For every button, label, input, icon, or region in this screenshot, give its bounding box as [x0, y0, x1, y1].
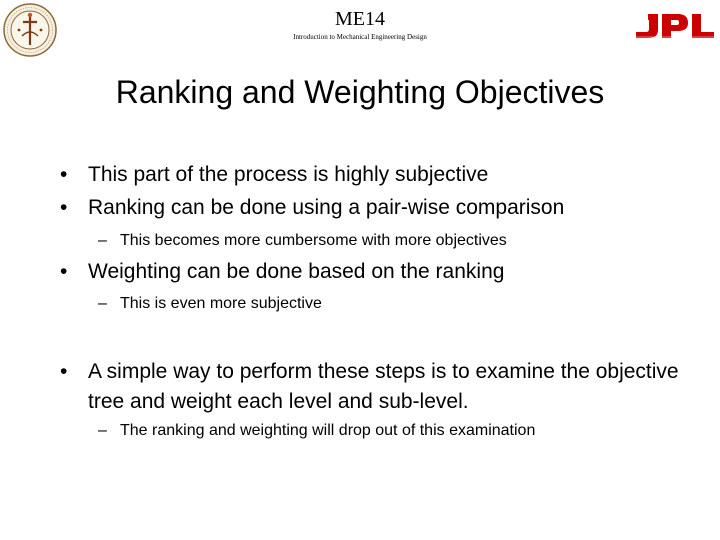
sub-bullet-text: This is even more subjective — [120, 295, 322, 312]
course-subtitle: Introduction to Mechanical Engineering Design — [293, 33, 427, 41]
bullet-text: Weighting can be done based on the ranking — [88, 260, 505, 283]
sub-bullet-marker: – — [98, 232, 107, 249]
jpl-logo-icon — [634, 12, 716, 40]
bullet-marker: • — [60, 163, 68, 186]
sub-bullet-text: This becomes more cumbersome with more objectives — [120, 232, 507, 249]
bullet-marker: • — [60, 196, 68, 219]
bullet-marker: • — [60, 360, 68, 383]
bullet-text: Ranking can be done using a pair-wise comparison — [88, 196, 565, 219]
bullet-text: This part of the process is highly subjective — [88, 163, 489, 186]
bullet-marker: • — [60, 260, 68, 283]
bullet-text: A simple way to perform these steps is to examine the objective tree and weight each level and sub-level. — [88, 360, 679, 413]
sub-bullet-marker: – — [98, 422, 107, 439]
sub-bullet-marker: – — [98, 295, 107, 312]
course-code: ME14 — [335, 8, 385, 30]
sub-bullet-text: The ranking and weighting will drop out of this examination — [120, 422, 536, 439]
slide-title: Ranking and Weighting Objectives — [115, 74, 605, 110]
